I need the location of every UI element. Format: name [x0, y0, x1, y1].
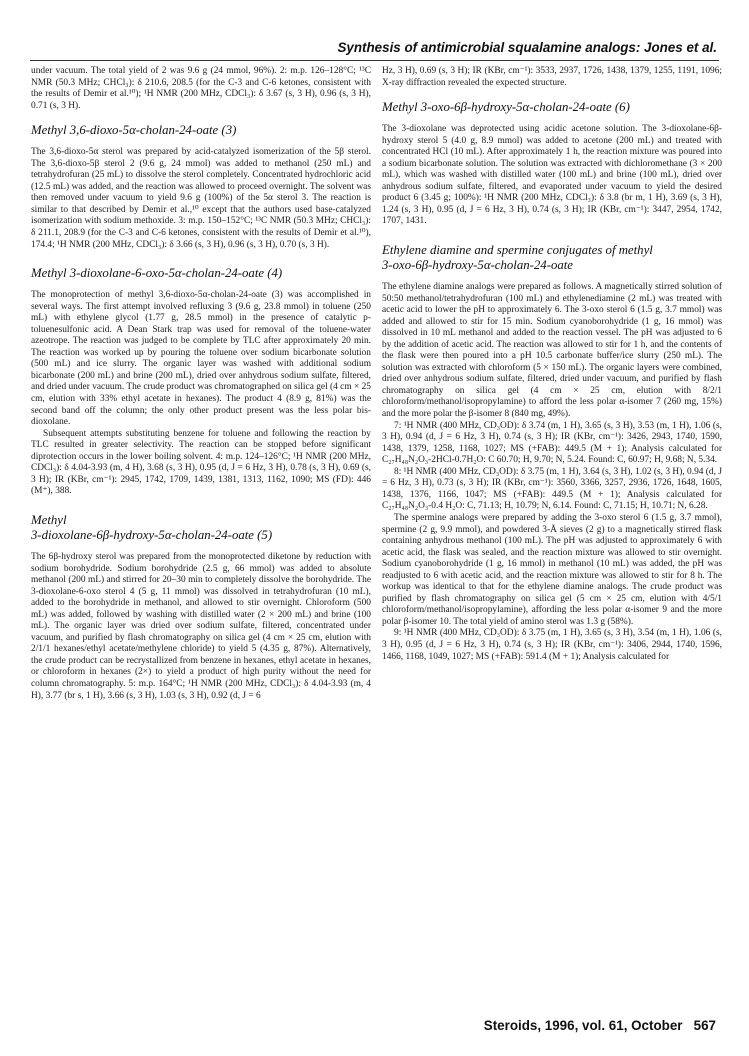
section-heading-compound-6: Methyl 3-oxo-6β-hydroxy-5α-cholan-24-oate (6) — [382, 100, 630, 115]
heading-line: 3-oxo-6β-hydroxy-5α-cholan-24-oate — [382, 258, 573, 273]
header-rule — [30, 60, 719, 61]
left-column — [31, 66, 371, 702]
body-paragraph: The 6β-hydroxy sterol was prepared from the monoprotected diketone by reduction with sodium borohydride. Sodium borohydride (2.5 g, 66 mmol) was added to absolute methanol (200 mL) and stirred for 20–30 min to completely dissolve the borohydride. The 3-dioxolane-6-oxo sterol 4 (5 g, 11 mmol) was dissolved in tetrahydrofuran (10 mL), added to the borohydride in methanol, and allowed to stir overnight. Chloroform (500 mL) was added, followed by washing with distilled water (2 × 200 mL) and brine (100 mL). The organic layer was dried over sodium sulfate, filtered, concentrated under vacuum, and purified by flash chromatography on silica gel (4 cm × 25 cm, elution with 2/1/1 hexanes/ethyl acetate/methylene chloride) to yield 5 (4.35 g, 87%). Alternatively, the crude product can be recrystallized from benzene in hexanes, ethyl acetate in hexanes, or chloroform in hexanes (2×) to yield a product of high purity without the need for column chromatography. 5: m.p. 164°C; ¹H NMR (200 MHz, CDCl₃): δ 4.04-3.93 (m, 4 H), 3.77 (br s, 1 H), 3.66 (s, 3 H), 1.03 (s, 3 H), 0.92 (d, J = 6 — [31, 551, 371, 701]
section-heading-compound-5 — [31, 513, 371, 543]
left-intro-paragraph: under vacuum. The total yield of 2 was 9.6 g (24 mmol, 96%). 2: m.p. 126–128°C; ¹³C NMR (50.3 MHz; CHCl₃): δ 210.6, 208.5 (for the C-3 and C-6 ketones, consistent with the results of Demir et al.¹⁰); ¹H NMR (200 MHz, CDCl₃): δ 3.67 (s, 3 H), 0.96 (s, 3 H), 0.71 (s, 3 H). — [31, 66, 371, 111]
body-paragraph: The monoprotection of methyl 3,6-dioxo-5α-cholan-24-oate (3) was accomplished in several ways. The first attempt involved refluxing 3 (9.6 g, 23.8 mmol) in toluene (250 mL) with ethylene glycol (1.77 g, 28.5 mmol) in the presence of catalytic p-toluenesulfonic acid. A Dean Stark trap was used for removal of the toluene-water azeotrope. The reaction was judged to be complete by TLC after approximately 20 min. The reaction was worked up by pouring the toluene over sodium bicarbonate solution (500 mL) and ice slurry. The organic layer was washed with additional sodium bicarbonate (200 mL) and brine (200 mL), dried over anhydrous sodium sulfate, filtered, and dried under vacuum. The crude product was chromatographed on silica gel (4 cm × 25 cm, elution with 33% ethyl acetate in hexanes). The product 4 (8.9 g, 81%) was the second band off the column; the only other product present was the less polar bis-dioxolane. — [31, 290, 371, 428]
section-heading-conjugates — [382, 243, 722, 273]
page-footer — [484, 1018, 716, 1033]
running-title: Synthesis of antimicrobial squalamine analogs: Jones et al. — [337, 40, 717, 55]
body-paragraph: Subsequent attempts substituting benzene for toluene and following the reaction by TLC resulted in greater selectivity. The reaction can be stopped before significant diprotection occurs in the lower boiling solvent. 4: m.p. 124–126°C; ¹H NMR (200 MHz, CDCl₃): δ 4.04-3.93 (m, 4 H), 3.68 (s, 3 H), 0.95 (d, J = 6 Hz, 3 H), 0.78 (s, 3 H), 0.69 (s, 3 H); IR (KBr, cm⁻¹): 2945, 1742, 1709, 1439, 1381, 1313, 1162, 1090; MS (FD): 446 (M⁺), 388. — [31, 428, 371, 497]
compound-9-data: 9: ¹H NMR (400 MHz, CD₃OD): δ 3.75 (m, 1 H), 3.65 (s, 3 H), 3.54 (m, 1 H), 1.06 (s, 3 H), 0.95 (d, J = 6 Hz, 3 H), 0.74 (s, 3 H); IR (KBr, cm⁻¹): 3406, 2944, 1740, 1596, 1466, 1168, 1049, 1027; MS (+FAB): 591.4 (M + 1); Analysis calculated for — [382, 628, 722, 662]
compound-7-data: 7: ¹H NMR (400 MHz, CD₃OD): δ 3.74 (m, 1 H), 3.65 (s, 3 H), 3.53 (m, 1 H), 1.06 (s, 3 H), 0.94 (d, J = 6 Hz, 3 H), 0.74 (s, 3 H); IR (KBr, cm⁻¹): 3426, 2943, 1740, 1590, 1438, 1379, 1258, 1168, 1027; MS (+FAB): 449.5 (M + 1); Analysis calculated for C₂₇H₄₈N₂O₃-2HCl-0.7H₂O: C 60.70; H, 9.70; N, 5.24. Found: C, 60.97; H, 9.68; N, 5.34. — [382, 420, 722, 466]
section-heading-compound-4: Methyl 3-dioxolane-6-oxo-5α-cholan-24-oate (4) — [31, 266, 283, 281]
page-number: 567 — [693, 1018, 716, 1033]
body-paragraph: The spermine analogs were prepared by adding the 3-oxo sterol 6 (1.5 g, 3.7 mmol), spermine (2 g, 9.9 mmol), and powdered 3-Å sieves (2 g) to a magnetically stirred flask containing anhydrous methanol (100 mL). The pH was adjusted to approximately 6 with acetic acid, the flask was sealed, and the reaction mixture was allowed to stir overnight. Sodium cyanoborohydride (1 g, 16 mmol) in methanol (10 mL) was added, the pH was readjusted to 6 with acetic acid, and the reaction mixture was allowed to stir for 8 h. The workup was identical to that for the ethylene diamine analogs. The crude product was purified by flash chromatography on silica gel (5 cm × 25 cm, elution with 4/5/1 chloroform/methanol/isopropylamine), affording the less polar α-isomer 9 and the more polar β-isomer 10. The total yield of amino sterol was 1.3 g (58%). — [382, 512, 722, 627]
heading-line: 3-dioxolane-6β-hydroxy-5α-cholan-24-oate (5) — [31, 527, 273, 542]
body-paragraph: The 3-dioxolane was deprotected using acidic acetone solution. The 3-dioxolane-6β-hydroxy sterol 5 (4.0 g, 8.9 mmol) was added to acetone (200 mL) and treated with concentrated HCl (10 mL). After approximately 1 h, the reaction mixture was poured into a sodium bicarbonate solution. The solution was extracted with dichloromethane (3 × 200 mL), which was washed with distilled water (100 mL) and brine (100 mL), dried over anhydrous sodium sulfate, filtered, and evaporated under vacuum to yield the desired product 6 (3.45 g; 100%): ¹H NMR (200 MHz, CDCl₃): δ 3.8 (br m, 1 H), 3.69 (s, 3 H), 1.24 (s, 3 H), 0.95 (d, J = 6 Hz, 3 H), 0.74 (s, 3 H); IR (KBr, cm⁻¹): 3447, 2954, 1742, 1707, 1431. — [382, 124, 722, 227]
section-heading-compound-3: Methyl 3,6-dioxo-5α-cholan-24-oate (3) — [31, 123, 237, 138]
heading-line: Methyl — [31, 512, 67, 527]
body-paragraph: The 3,6-dioxo-5α sterol was prepared by acid-catalyzed isomerization of the 5β sterol. The 3,6-dioxo-5β sterol 2 (9.6 g, 24 mmol) was added to methanol (250 mL) and tetrahydrofuran (25 mL) to dissolve the sterol completely. Concentrated hydrochloric acid (12.5 mL) was added, and the reaction was allowed to proceed overnight. The solvent was then removed under vacuum to yield 9.6 g (100%) of the 5α sterol 3. The reaction is similar to that described by Demir et al.,¹⁰ except that the authors used base-catalyzed isomerization with sodium methoxide. 3: m.p. 150–152°C; ¹³C NMR (50.3 MHz; CHCl₃): δ 211.1, 208.9 (for the C-3 and C-6 ketones, consistent with the results of Demir et al.¹⁰), 174.4; ¹H NMR (200 MHz, CDCl₃): δ 3.66 (s, 3 H), 0.96 (s, 3 H), 0.70 (s, 3 H). — [31, 147, 371, 250]
right-column — [382, 66, 722, 663]
body-paragraph: The ethylene diamine analogs were prepared as follows. A magnetically stirred solution of 50:50 methanol/tetrahydrofuran (100 mL) and ethylenediamine (2 mL) was treated with acetic acid to lower the pH to approximately 6. The 3-oxo sterol 6 (1.5 g, 3.7 mmol) was added and allowed to stir for 15 min. Sodium cyanoborohydride (1 g, 16 mmol) was dissolved in 10 mL methanol and added to the reaction vessel. The pH was adjusted to 6 by the addition of acetic acid. The reaction was allowed to stir for 1 h, and the contents of the flask were then poured into a pH 10.5 carbonate buffer/ice slurry (250 mL). The solution was extracted with chloroform (5 × 150 mL). The organic layers were combined, dried over anhydrous sodium sulfate, filtered, dried under vacuum, and purified by flash chromatography on silica gel (4 cm × 25 cm, elution with 8/2/1 chloroform/methanol/isopropylamine) to afford the less polar α-isomer 7 (260 mg, 15%) and the more polar the β-isomer 8 (840 mg, 49%). — [382, 282, 722, 420]
journal-citation: Steroids, 1996, vol. 61, October — [483, 1018, 683, 1033]
heading-line: Ethylene diamine and spermine conjugates of methyl — [382, 243, 653, 258]
right-intro-paragraph: Hz, 3 H), 0.69 (s, 3 H); IR (KBr, cm⁻¹): 3533, 2937, 1726, 1438, 1379, 1255, 1191, 1096; X-ray diffraction revealed the expected structure. — [382, 66, 722, 88]
compound-8-data: 8: ¹H NMR (400 MHz, CD₃OD): δ 3.75 (m, 1 H), 3.64 (s, 3 H), 1.02 (s, 3 H), 0.94 (d, J = 6 Hz, 3 H), 0.73 (s, 3 H); IR (KBr, cm⁻¹): 3560, 3366, 3257, 2936, 1726, 1648, 1605, 1438, 1376, 1166, 1047; MS (+FAB): 449.5 (M + 1); Analysis calculated for C₂₇H₄₈N₂O₃-0.4 H₂O: C, 71.13; H, 10.79; N, 6.14. Found: C, 71.15; H, 10.71; N, 6.28. — [382, 466, 722, 512]
